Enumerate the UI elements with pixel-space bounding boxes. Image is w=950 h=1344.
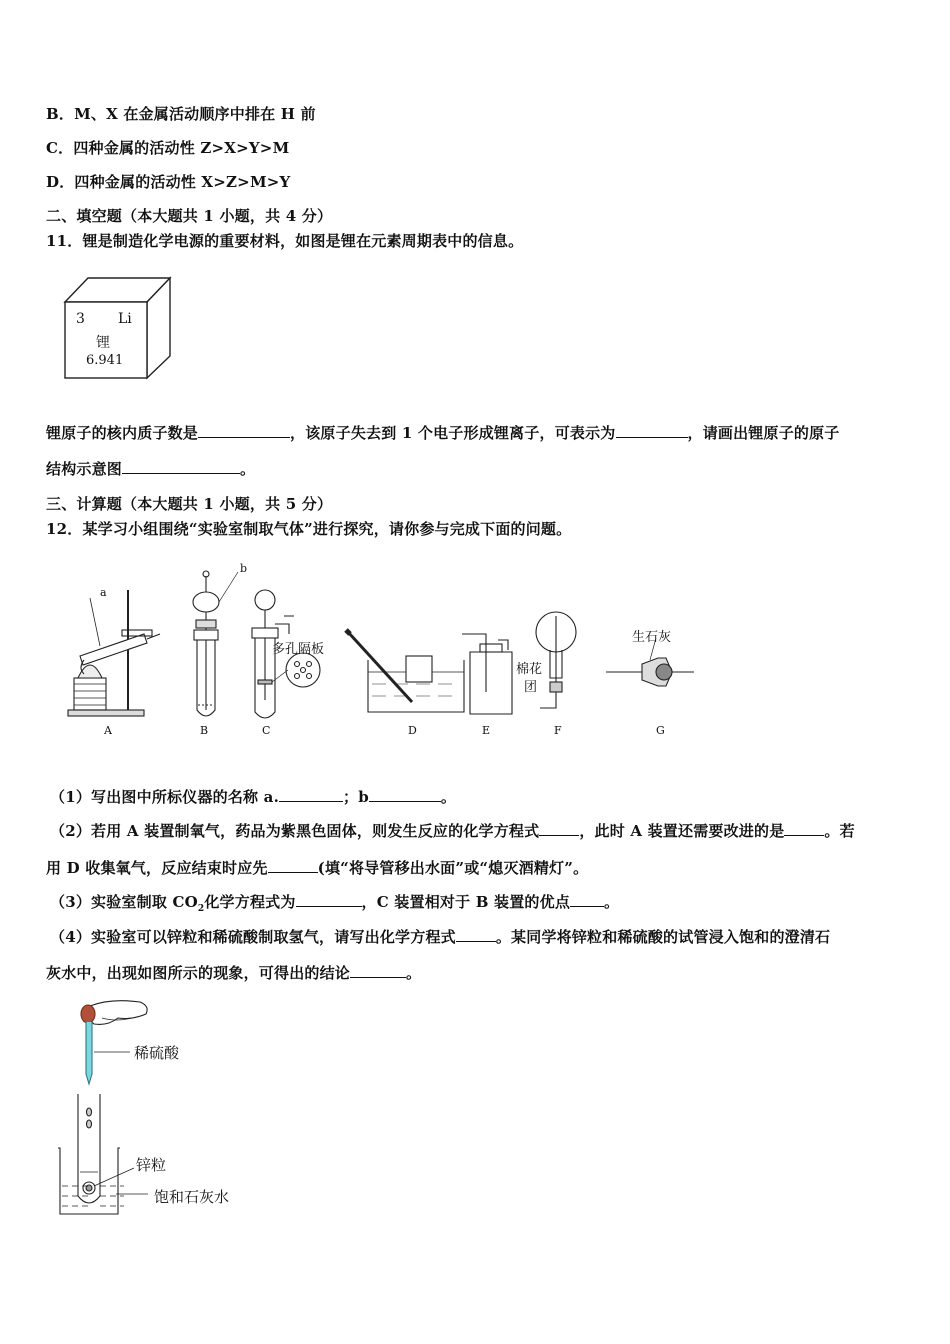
label-limewater: 饱和石灰水 <box>154 1188 230 1206</box>
blank-conclusion[interactable] <box>350 963 406 978</box>
part-4-line1: （4）实验室可以锌粒和稀硫酸制取氢气，请写出化学方程式 。某同学将锌粒和稀硫酸的试管浸入饱和的澄清石 <box>50 928 831 946</box>
question-12: 12．某学习小组围绕“实验室制取气体”进行探究，请你参与完成下面的问题。 <box>46 520 572 538</box>
element-card-lithium <box>62 276 174 386</box>
blank-advantage[interactable] <box>570 892 604 907</box>
apparatus-a <box>68 590 160 716</box>
blank-hydrogen-equation[interactable] <box>456 927 496 942</box>
section2-heading: 二、填空题（本大题共 1 小题，共 4 分） <box>46 207 333 225</box>
label-apparatus-a: A <box>104 724 112 737</box>
label-b-annotation: b <box>240 562 248 575</box>
blank-name-b[interactable] <box>369 787 441 802</box>
label-apparatus-f: F <box>554 724 562 737</box>
blank-atomic-structure[interactable] <box>122 459 240 474</box>
label-apparatus-d: D <box>408 724 417 737</box>
blank-lithium-ion[interactable] <box>616 423 688 438</box>
label-a-annotation: a <box>100 586 107 599</box>
apparatus-e <box>462 634 512 714</box>
part-2-line2: 用 D 收集氧气，反应结束时应先 (填“将导管移出水面”或“熄灭酒精灯”。 <box>46 859 589 877</box>
element-name: 锂 <box>96 335 110 351</box>
part-2-line1: （2）若用 A 装置制氧气，药品为紫黑色固体，则发生反应的化学方程式 ，此时 A 装置还需要改进的是 。若 <box>50 822 855 840</box>
label-apparatus-c: C <box>262 724 271 737</box>
option-d: D．四种金属的活动性 X>Z>M>Y <box>46 173 291 191</box>
label-cotton-1: 棉花 <box>516 662 543 677</box>
label-apparatus-g: G <box>656 724 665 737</box>
q11-line1: 锂原子的核内质子数是 ，该原子失去到 1 个电子形成锂离子，可表示为 ，请画出锂原子的原子 <box>46 424 840 442</box>
blank-improvement[interactable] <box>784 821 824 836</box>
label-porous-plate: 多孔隔板 <box>272 642 325 657</box>
label-dilute-acid: 稀硫酸 <box>134 1044 180 1062</box>
section3-heading: 三、计算题（本大题共 1 小题，共 5 分） <box>46 495 333 513</box>
label-quicklime: 生石灰 <box>632 630 672 645</box>
atomic-number: 3 <box>76 311 85 327</box>
apparatus-g <box>606 638 694 686</box>
label-cotton-2: 团 <box>524 680 538 695</box>
label-apparatus-b: B <box>200 724 209 737</box>
q11-line2: 结构示意图 。 <box>46 460 256 478</box>
option-b: B．M、X 在金属活动顺序中排在 H 前 <box>46 105 316 123</box>
blank-name-a[interactable] <box>279 787 343 802</box>
label-zinc: 锌粒 <box>136 1156 167 1174</box>
label-apparatus-e: E <box>482 724 491 737</box>
zinc-acid-figure <box>50 996 270 1224</box>
blank-proton-number[interactable] <box>198 423 290 438</box>
blank-co2-equation[interactable] <box>296 892 362 907</box>
atomic-mass: 6.941 <box>86 353 124 368</box>
blank-oxygen-equation[interactable] <box>539 821 579 836</box>
question-11: 11．锂是制造化学电源的重要材料，如图是锂在元素周期表中的信息。 <box>46 232 524 250</box>
element-symbol: Li <box>118 311 132 327</box>
part-3: （3）实验室制取 $CO_2$化学方程式为 ，C 装置相对于 B 装置的优点 。 <box>50 893 620 914</box>
blank-first-step[interactable] <box>268 858 318 873</box>
apparatus-figure <box>60 560 710 745</box>
apparatus-d <box>346 630 464 712</box>
apparatus-b <box>193 571 238 716</box>
option-c: C．四种金属的活动性 Z>X>Y>M <box>46 139 290 157</box>
part-4-line2: 灰水中，出现如图所示的现象，可得出的结论 。 <box>46 964 422 982</box>
part-1: （1）写出图中所标仪器的名称 a. ；b 。 <box>50 788 457 806</box>
